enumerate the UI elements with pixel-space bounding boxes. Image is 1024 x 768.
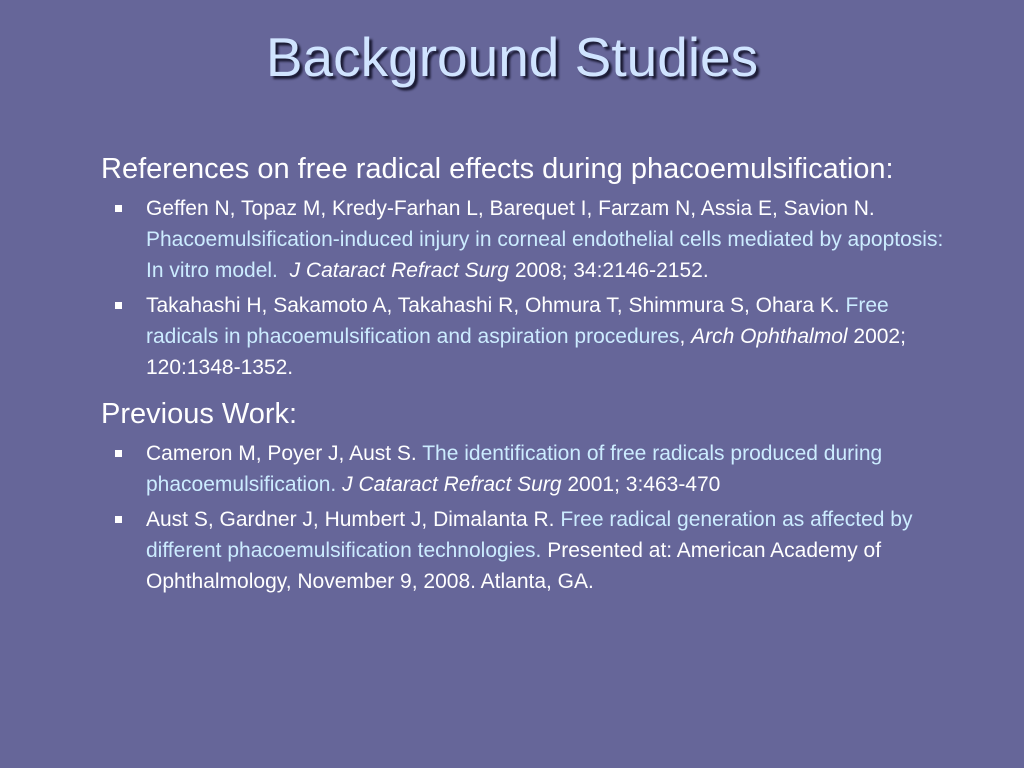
reference-item bbox=[146, 438, 966, 500]
reference-citation: 2008; 34:2146-2152. bbox=[508, 259, 709, 282]
reference-citation: 2002; 120:1348-1352. bbox=[146, 325, 906, 379]
reference-journal: J Cataract Refract Surg bbox=[342, 473, 562, 496]
reference-article-title: Free radicals in phacoemulsification and aspiration procedures bbox=[146, 294, 889, 348]
reference-journal: Arch Ophthalmol bbox=[691, 325, 848, 348]
square-bullet-icon bbox=[115, 450, 122, 457]
square-bullet-icon bbox=[115, 302, 122, 309]
reference-authors: Geffen N, Topaz M, Kredy-Farhan L, Barequet I, Farzam N, Assia E, Savion N. bbox=[146, 197, 875, 220]
reference-authors: Takahashi H, Sakamoto A, Takahashi R, Ohmura T, Shimmura S, Ohara K. bbox=[146, 294, 846, 317]
slide-content bbox=[101, 150, 981, 601]
reference-separator: , bbox=[679, 325, 692, 348]
reference-article-title: Free radical generation as affected by different phacoemulsification technologies. bbox=[146, 508, 913, 562]
reference-authors: Aust S, Gardner J, Humbert J, Dimalanta R. bbox=[146, 508, 561, 531]
reference-article-title: Phacoemulsification-induced injury in corneal endothelial cells mediated by apoptosis: In vitro model. bbox=[146, 228, 944, 282]
reference-item bbox=[146, 193, 966, 286]
reference-citation: Presented at: American Academy of Ophthalmology, November 9, 2008. Atlanta, GA. bbox=[146, 539, 882, 593]
reference-list-previous-work bbox=[101, 438, 981, 597]
reference-journal: J Cataract Refract Surg bbox=[289, 259, 509, 282]
reference-item bbox=[146, 504, 966, 597]
reference-item bbox=[146, 290, 966, 383]
slide-title: Background Studies bbox=[265, 26, 759, 88]
reference-article-title: The identification of free radicals produced during phacoemulsification. bbox=[146, 442, 883, 496]
reference-list-effects bbox=[101, 193, 981, 383]
section-heading-references: References on free radical effects during phacoemulsification: bbox=[101, 153, 894, 185]
reference-authors: Cameron M, Poyer J, Aust S. bbox=[146, 442, 423, 465]
reference-citation: 2001; 3:463-470 bbox=[561, 473, 721, 496]
square-bullet-icon bbox=[115, 516, 122, 523]
reference-separator bbox=[278, 259, 290, 282]
section-heading-previous-work: Previous Work: bbox=[101, 398, 298, 430]
square-bullet-icon bbox=[115, 205, 122, 212]
